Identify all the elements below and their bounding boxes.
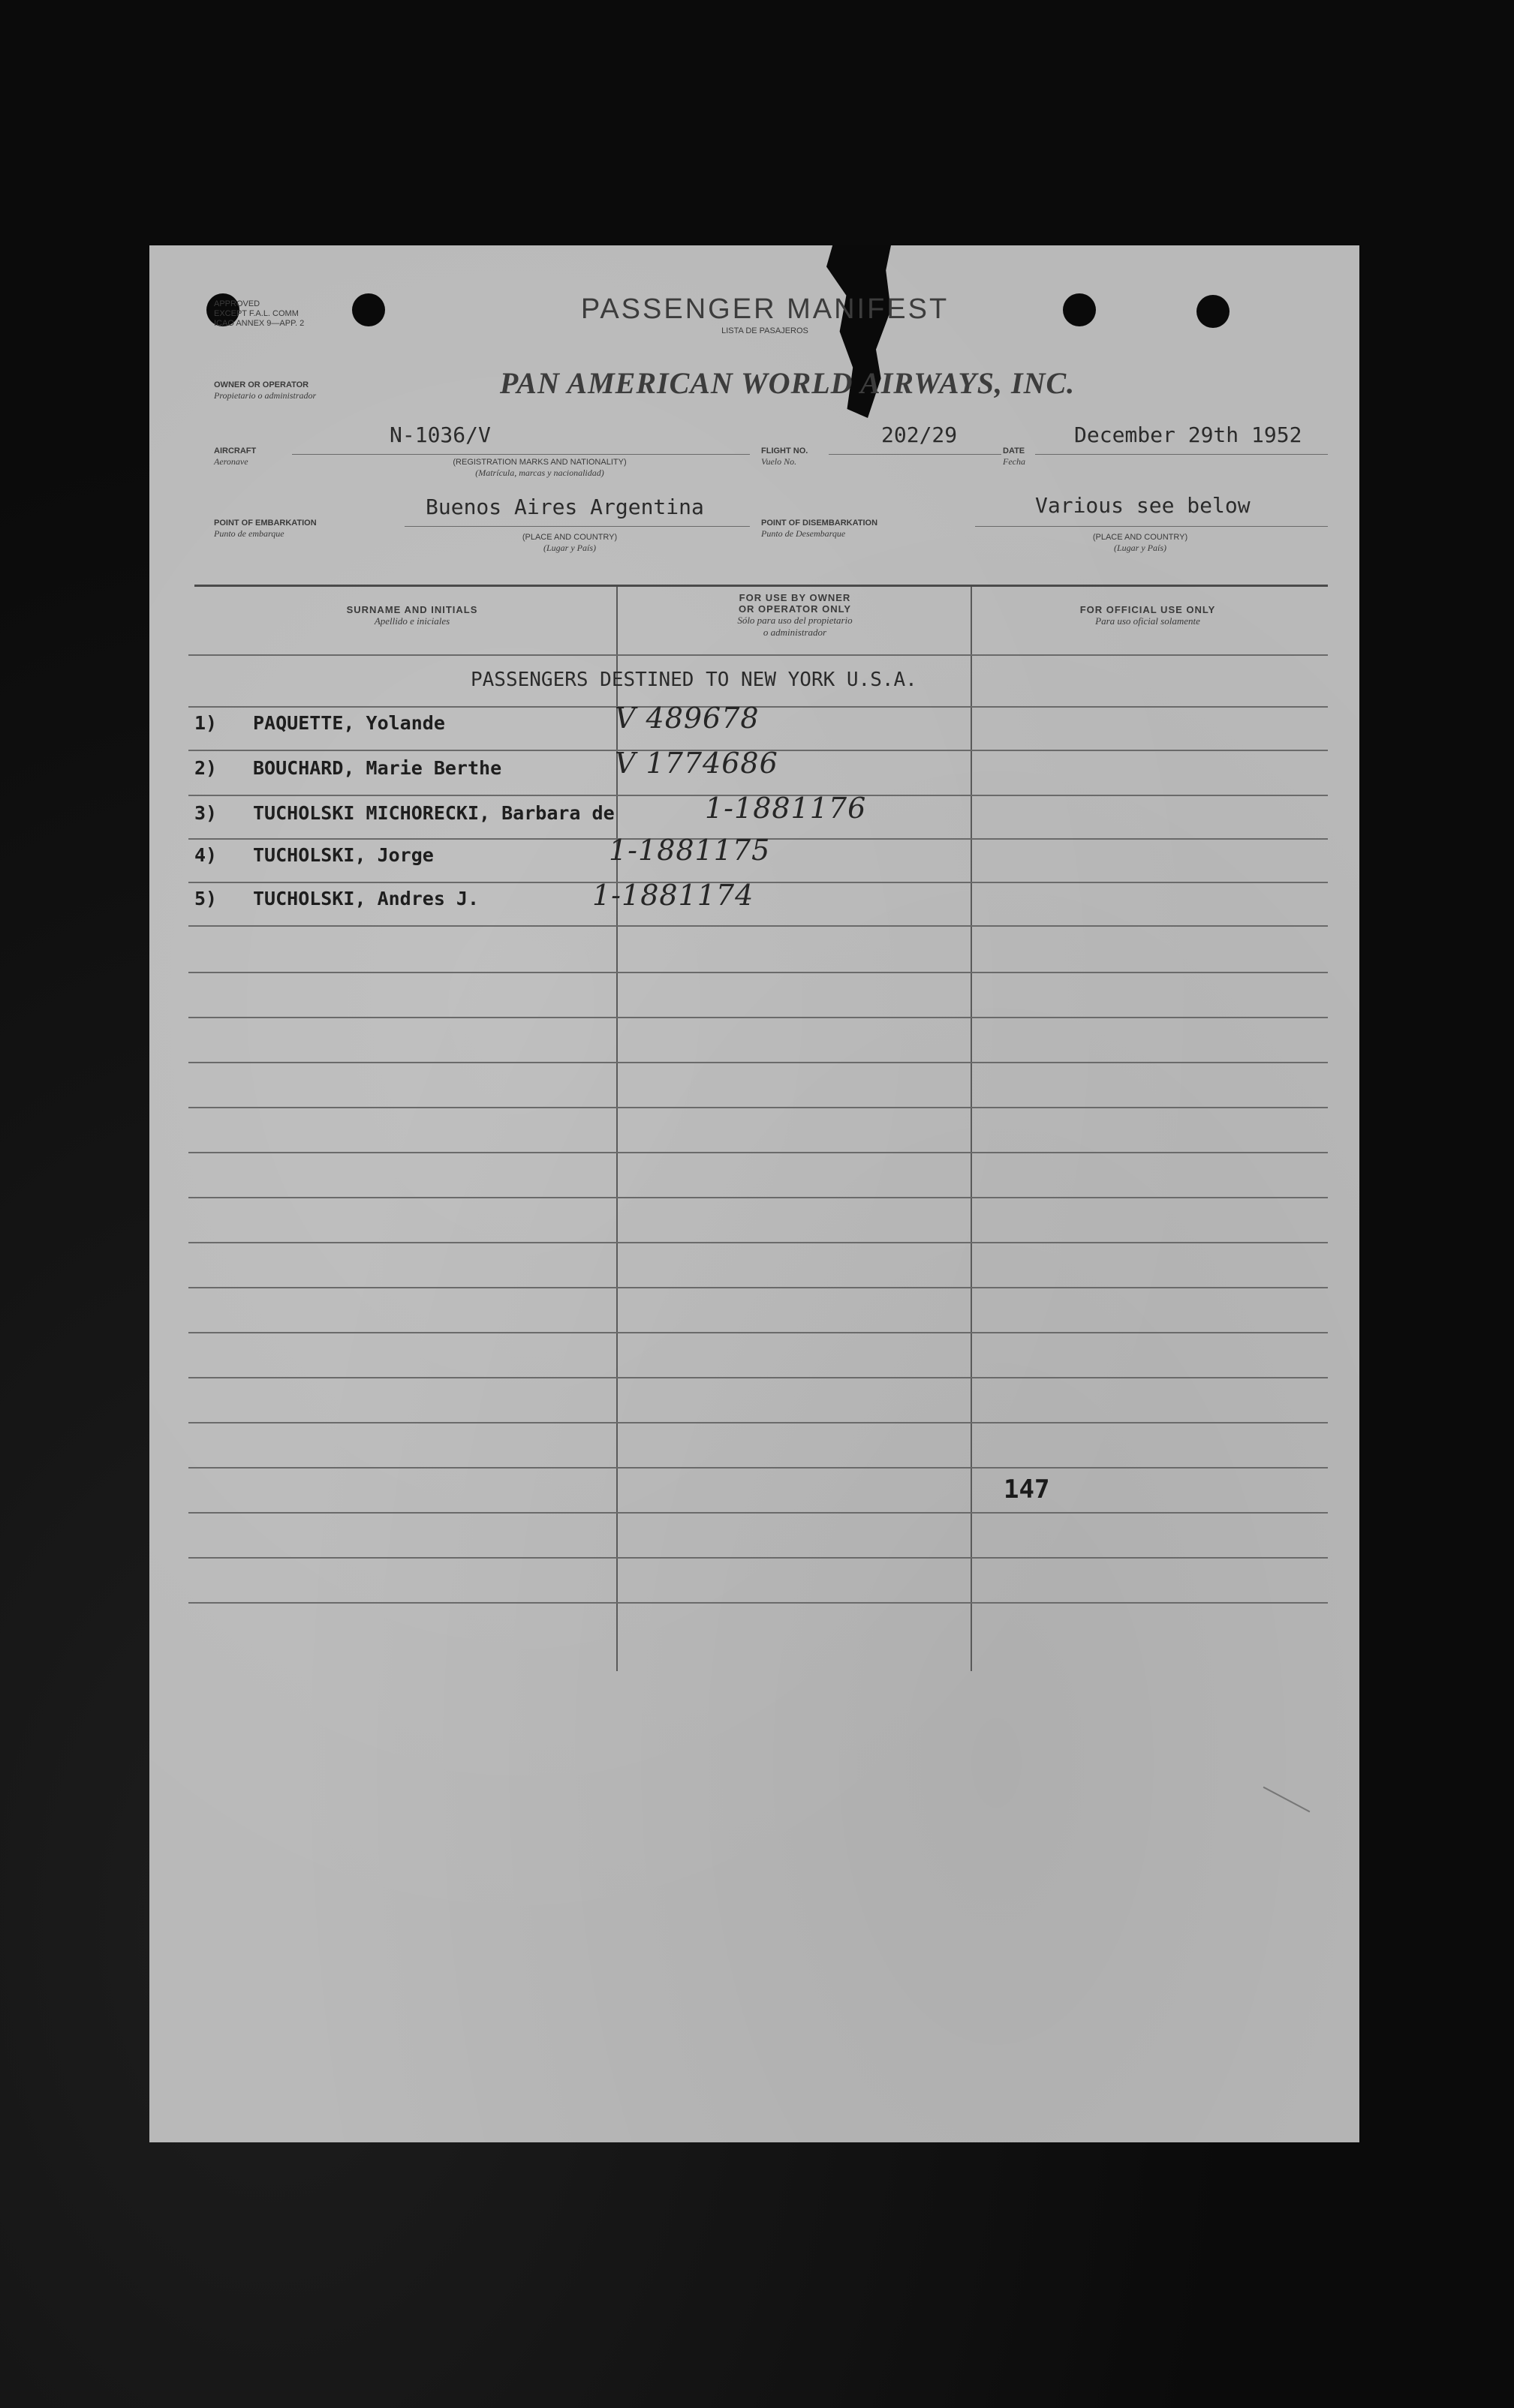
disembarkation-value: Various see below <box>1035 493 1251 518</box>
embarkation-value: Buenos Aires Argentina <box>426 495 704 519</box>
punch-hole <box>352 293 385 326</box>
col-header-operator-label: OR OPERATOR ONLY <box>738 603 852 615</box>
passenger-name: TUCHOLSKI, Jorge <box>253 844 434 866</box>
place-label: (PLACE AND COUNTRY) <box>1092 533 1188 542</box>
passenger-number: 5) <box>194 888 218 909</box>
passenger-ref: 1-1881175 <box>609 834 771 867</box>
ruled-line <box>188 1062 1328 1063</box>
ruled-line <box>188 882 1328 883</box>
punch-hole <box>1063 293 1096 326</box>
ruled-line <box>188 1287 1328 1288</box>
aircraft-label: AIRCRAFT <box>214 446 257 455</box>
place-label: (PLACE AND COUNTRY) <box>522 533 618 542</box>
ruled-line <box>188 1017 1328 1018</box>
manifest-page <box>149 245 1359 2142</box>
col-header-official <box>983 604 1313 627</box>
table-top-rule <box>194 585 1328 587</box>
pencil-mark <box>1263 1787 1311 1813</box>
aircraft-line <box>292 454 750 455</box>
ruled-line <box>188 925 1328 927</box>
ruled-line <box>188 1512 1328 1514</box>
disembarkation-line <box>975 526 1328 527</box>
col-header-official-label: FOR OFFICIAL USE ONLY <box>1079 604 1216 615</box>
passenger-name: TUCHOLSKI MICHORECKI, Barbara de <box>253 802 615 824</box>
ruled-line <box>188 1377 1328 1378</box>
operator-name: PAN AMERICAN WORLD AIRWAYS, INC. <box>499 366 1076 400</box>
ruled-line <box>188 1152 1328 1153</box>
approved-line: EXCEPT F.A.L. COMM <box>214 309 299 318</box>
passenger-ref: 1-1881174 <box>592 879 754 912</box>
passenger-number: 2) <box>194 757 218 779</box>
approved-line: ICAO ANNEX 9—APP. 2 <box>214 319 305 328</box>
owner-label: OWNER OR OPERATOR <box>214 380 309 389</box>
ruled-line <box>188 1467 1328 1469</box>
col-header-name-label: SURNAME AND INITIALS <box>346 604 478 615</box>
ruled-line <box>188 1197 1328 1198</box>
flight-value: 202/29 <box>881 422 958 447</box>
ruled-line <box>188 1107 1328 1108</box>
passenger-ref: 1-1881176 <box>705 792 867 825</box>
place-label-spanish: (Lugar y País) <box>543 543 596 553</box>
flight-line <box>829 454 1001 455</box>
embarkation-label-spanish: Punto de embarque <box>214 528 284 539</box>
approved-line: APPROVED <box>214 299 260 308</box>
aircraft-label-spanish: Aeronave <box>214 456 248 467</box>
col-header-operator <box>630 592 960 639</box>
embarkation-line <box>405 526 750 527</box>
registration-label-spanish: (Matrícula, marcas y nacionalidad) <box>475 467 604 478</box>
flight-label-spanish: Vuelo No. <box>761 456 797 467</box>
owner-label-spanish: Propietario o administrador <box>214 390 317 401</box>
col-header-operator-label: FOR USE BY OWNER <box>739 592 851 603</box>
col-header-official-label-spanish: Para uso oficial solamente <box>1095 615 1200 627</box>
passenger-number: 4) <box>194 844 218 866</box>
col-header-operator-label-spanish: Sólo para uso del propietario <box>737 615 853 626</box>
form-title-spanish: LISTA DE PASAJEROS <box>721 326 808 335</box>
destination-note: PASSENGERS DESTINED TO NEW YORK U.S.A. <box>471 669 917 691</box>
place-label-spanish: (Lugar y País) <box>1114 543 1166 553</box>
registration-label: (REGISTRATION MARKS AND NATIONALITY) <box>453 458 627 467</box>
approved-block <box>214 299 349 329</box>
passenger-ref: V 489678 <box>615 702 760 735</box>
passenger-name: BOUCHARD, Marie Berthe <box>253 757 502 779</box>
col-header-name-label-spanish: Apellido e iniciales <box>374 615 450 627</box>
ruled-line <box>188 972 1328 973</box>
date-label: DATE <box>1003 446 1025 455</box>
aircraft-value: N-1036/V <box>390 422 491 447</box>
date-label-spanish: Fecha <box>1003 456 1025 467</box>
flight-label: FLIGHT NO. <box>761 446 808 455</box>
ruled-line <box>188 1602 1328 1604</box>
passenger-name: TUCHOLSKI, Andres J. <box>253 888 480 909</box>
page-number: 147 <box>1004 1475 1050 1505</box>
passenger-name: PAQUETTE, Yolande <box>253 712 445 734</box>
col-header-operator-label-spanish: o administrador <box>763 627 827 638</box>
date-value: December 29th 1952 <box>1074 422 1302 447</box>
passenger-ref: V 1774686 <box>615 747 778 780</box>
ruled-line <box>188 1557 1328 1559</box>
ruled-line <box>188 1332 1328 1333</box>
embarkation-label: POINT OF EMBARKATION <box>214 519 317 528</box>
ruled-line <box>188 1242 1328 1243</box>
ruled-line <box>188 654 1328 656</box>
passenger-number: 3) <box>194 802 218 824</box>
punch-hole <box>1196 295 1230 328</box>
date-line <box>1035 454 1328 455</box>
col-header-name <box>239 604 585 627</box>
form-title: PASSENGER MANIFEST <box>580 293 950 325</box>
disembarkation-label: POINT OF DISEMBARKATION <box>761 519 878 528</box>
disembarkation-label-spanish: Punto de Desembarque <box>761 528 846 539</box>
ruled-line <box>188 1422 1328 1423</box>
passenger-number: 1) <box>194 712 218 734</box>
